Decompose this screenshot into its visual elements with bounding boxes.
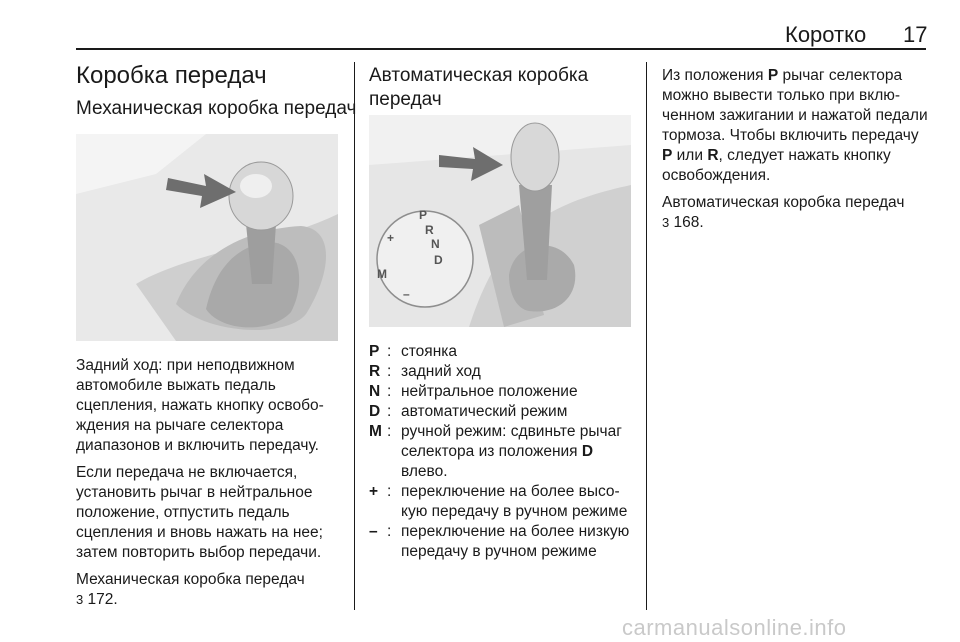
manual-subtitle: Механическая коробка передач (76, 98, 357, 119)
auto-title: Автоматическая коробка передач (369, 65, 589, 110)
legend-row-m: M : ручной режим: сдвиньте рычаг селектора из положения D влево. (369, 423, 622, 480)
manual-ref-page: 172. (87, 591, 118, 608)
manual-reference[interactable] (76, 570, 344, 610)
reference-arrow-icon: 3 (662, 215, 670, 230)
legend-row-r: R : задний ход (369, 363, 481, 380)
page-header-title: Коротко (785, 22, 867, 47)
page-number: 17 (903, 22, 928, 47)
shift-pattern-inset (377, 208, 473, 307)
auto-ref-label: Автоматическая коробка передач (662, 194, 905, 211)
manual-ref-label: Механическая коробка передач (76, 571, 305, 588)
legend-row-d: D : автоматический режим (369, 403, 568, 420)
diagram-label-r: R (425, 223, 434, 237)
diagram-label-d: D (434, 253, 443, 267)
legend-row-n: N : нейтральное положение (369, 383, 578, 400)
header-rule (76, 48, 926, 50)
reverse-gear-paragraph: Задний ход: при неподвижном автомобиле выжать педаль сцепления, нажать кнопку освобождения на рычаге селектора диапазонов и включить передачу. (76, 357, 324, 454)
legend-row-p: P : стоянка (369, 343, 457, 360)
gear-legend (369, 342, 637, 562)
right-text (662, 66, 930, 240)
manual-text (76, 356, 344, 617)
column-divider-2 (646, 62, 647, 610)
gear-fail-paragraph: Если передача не включается, установить рычаг в нейтральное положение, отпустить педаль сцепления и вновь нажать на нее; затем повторить выбор передачи. (76, 464, 323, 561)
diagram-label-n: N (431, 237, 440, 251)
diagram-label-minus: – (403, 287, 410, 301)
legend-row-minus: – : переключение на более низкую передачу в ручном режиме (369, 523, 630, 560)
reference-arrow-icon: 3 (76, 592, 84, 607)
diagram-label-plus: + (387, 231, 395, 245)
column-divider-1 (354, 62, 355, 610)
diagram-label-p: P (419, 208, 428, 222)
auto-ref-page: 168. (673, 214, 704, 231)
manual-gearbox-image (76, 134, 338, 341)
legend-row-plus: + : переключение на более высокую передачу в ручном режиме (369, 483, 628, 520)
watermark: carmanualsonline.info (622, 615, 847, 640)
auto-reference[interactable] (662, 193, 930, 233)
section-title: Коробка передач (76, 62, 267, 89)
diagram-label-m: M (377, 267, 387, 281)
selector-paragraph: Из положения P рычаг селектора можно вывести только при включенном зажигании и нажатой педали тормоза. Чтобы включить передачу P или R, следует нажать кнопку освобождения. (662, 67, 928, 184)
